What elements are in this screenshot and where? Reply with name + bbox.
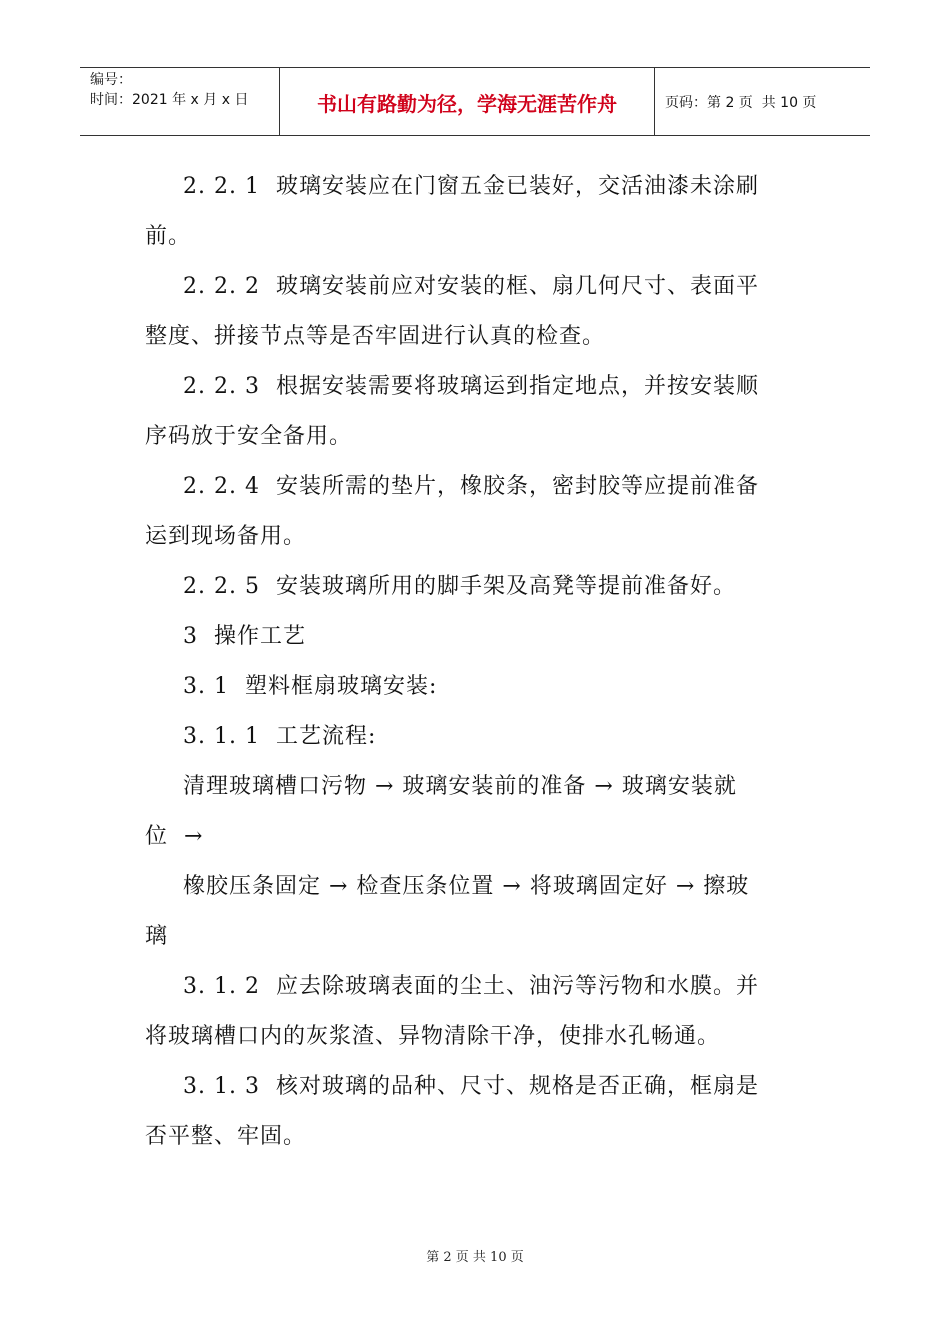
text-line: 2. 2. 3 根据安装需要将玻璃运到指定地点，并按安装顺 (183, 374, 759, 399)
process-flow-line: 位 → (145, 824, 204, 849)
text-line: 序码放于安全备用。 (145, 424, 353, 449)
document-number-label: 编号： (90, 72, 132, 88)
text-line: 否平整、牢固。 (145, 1124, 307, 1149)
text-line: 运到现场备用。 (145, 524, 307, 549)
text-line: 3. 1. 3 核对玻璃的品种、尺寸、规格是否正确，框扇是 (183, 1074, 759, 1099)
header-page-info (655, 68, 870, 135)
text-line: 整度、拼接节点等是否牢固进行认真的检查。 (145, 324, 606, 349)
process-flow-line: 橡胶压条固定 → 检查压条位置 → 将玻璃固定好 → 擦玻 (183, 874, 750, 899)
text-line: 2. 2. 1 玻璃安装应在门窗五金已装好，交活油漆未涂刷 (183, 174, 759, 199)
subsection-heading: 3. 1 塑料框扇玻璃安装: (183, 674, 438, 699)
page-header (80, 67, 870, 136)
page-footer: 第 2 页 共 10 页 (426, 1250, 524, 1265)
subsection-heading: 3. 1. 1 工艺流程: (183, 724, 377, 749)
text-line: 前。 (145, 224, 192, 249)
text-line: 2. 2. 5 安装玻璃所用的脚手架及高凳等提前准备好。 (183, 574, 736, 599)
text-line: 2. 2. 4 安装所需的垫片，橡胶条，密封胶等应提前准备 (183, 474, 759, 499)
text-line: 将玻璃槽口内的灰浆渣、异物清除干净，使排水孔畅通。 (145, 1024, 721, 1049)
header-motto: 书山有路勤为径，学海无涯苦作舟 (280, 68, 655, 135)
header-page-number: 页码：第 2 页 共 10 页 (665, 94, 817, 111)
process-flow-line: 清理玻璃槽口污物 → 玻璃安装前的准备 → 玻璃安装就 (183, 774, 737, 799)
text-line: 2. 2. 2 玻璃安装前应对安装的框、扇几何尺寸、表面平 (183, 274, 759, 299)
text-line: 3. 1. 2 应去除玻璃表面的尘土、油污等污物和水膜。并 (183, 974, 759, 999)
process-flow-line: 璃 (145, 924, 169, 949)
body-text (145, 162, 805, 1162)
header-meta (80, 68, 280, 135)
section-heading: 3 操作工艺 (183, 624, 306, 649)
document-date: 时间：2021 年 x 月 x 日 (90, 92, 249, 108)
